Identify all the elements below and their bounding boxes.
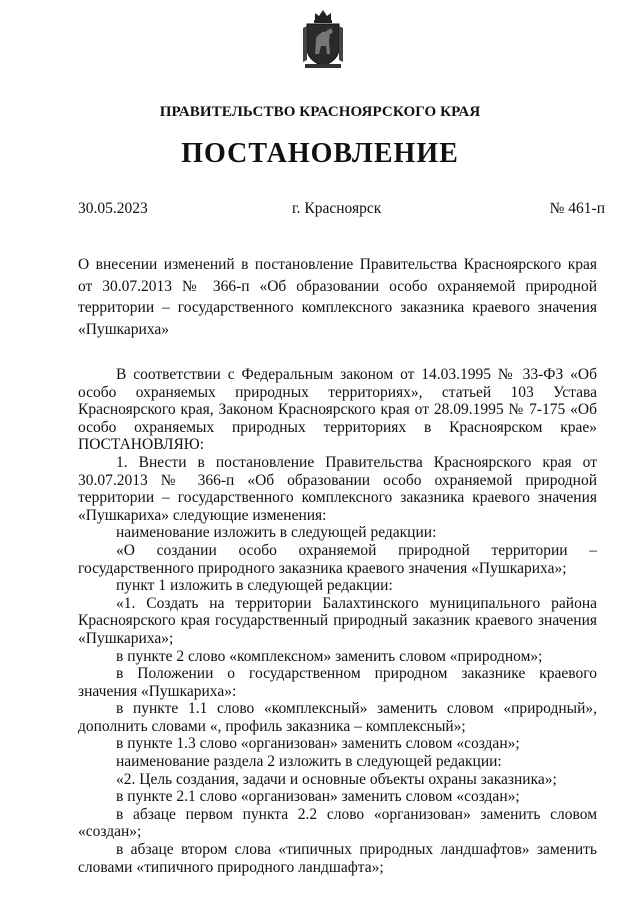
paragraph: в пункте 2 слово «комплексном» заменить словом «природном»; — [116, 647, 543, 665]
document-type: ПОСТАНОВЛЕНИЕ — [181, 138, 459, 169]
paragraph: наименование изложить в следующей редакции: — [116, 524, 437, 542]
paragraph: в пункте 1.1 слово «комплексный» заменить словом «природный», дополнить словами «, профиль заказника – комплексный»; — [78, 700, 597, 735]
paragraph: 1. Внести в постановление Правительства Красноярского края от 30.07.2013 № 366-п «Об образовании особо охраняемой природной территории – государственного комплексного заказника краевого значения «Пушкариха» следующие изменения: — [78, 453, 597, 524]
paragraph: «1. Создать на территории Балахтинского муниципального района Красноярского края государственный природный заказник краевого значения «Пушкариха»; — [78, 594, 597, 647]
paragraph: «О создании особо охраняемой природной территории – государственного природного заказника краевого значения «Пушкариха»; — [78, 541, 597, 577]
document-title: О внесении изменений в постановление Правительства Красноярского края от 30.07.2013 № 366-п «Об образовании особо охраняемой природной территории – государственного комплексного заказника краевого значения «Пушкариха» — [78, 256, 597, 338]
paragraph: в Положении о государственном природном заказнике краевого значения «Пушкариха»: — [78, 665, 597, 700]
document-body — [78, 366, 597, 876]
coat-of-arms-icon — [301, 8, 345, 70]
paragraph: пункт 1 изложить в следующей редакции: — [116, 577, 393, 595]
document-number: № 461-п — [549, 200, 605, 217]
paragraph: «2. Цель создания, задачи и основные объекты охраны заказника»; — [116, 770, 557, 788]
paragraph: в пункте 1.3 слово «организован» заменить словом «создан»; — [116, 735, 520, 753]
paragraph: в абзаце втором слова «типичных природных ландшафтов» заменить словами «типичного природного ландшафта»; — [78, 841, 597, 876]
paragraph: в абзаце первом пункта 2.2 слово «организован» заменить словом «создан»; — [78, 805, 597, 841]
paragraph: в пункте 2.1 слово «организован» заменить словом «создан»; — [116, 788, 520, 806]
document-date: 30.05.2023 — [78, 200, 148, 217]
organization-name: ПРАВИТЕЛЬСТВО КРАСНОЯРСКОГО КРАЯ — [159, 104, 481, 120]
paragraph: наименование раздела 2 изложить в следующей редакции: — [116, 753, 502, 771]
document-city: г. Красноярск — [292, 200, 382, 217]
paragraph: В соответствии с Федеральным законом от 14.03.1995 № 33-ФЗ «Об особо охраняемых природных территориях», статьей 103 Устава Красноярского края, Законом Красноярского края от 28.09.1995 № 7-175 «Об особо охраняемых природных территориях в Красноярском крае» ПОСТАНОВЛЯЮ: — [78, 366, 597, 454]
